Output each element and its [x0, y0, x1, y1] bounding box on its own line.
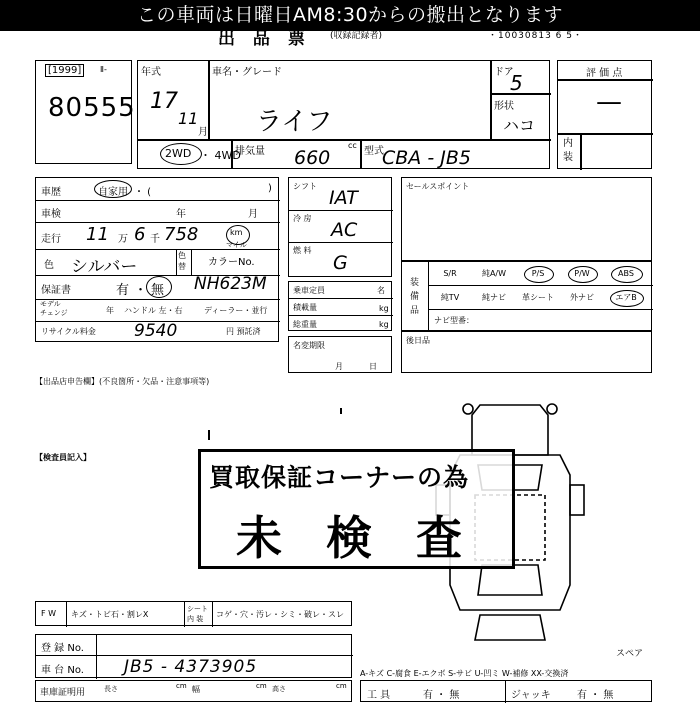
color-label: 色 — [44, 260, 54, 271]
model-change-year: 年 — [106, 306, 114, 315]
displacement-value: 660 — [294, 147, 331, 169]
model-month-value: 11 — [178, 109, 199, 128]
load-label: 積載量 — [293, 303, 317, 312]
history-close: ) — [268, 183, 272, 194]
equip-airbag: エアB — [615, 293, 637, 302]
drive-2wd: 2WD — [165, 147, 192, 160]
mileage-label: 走行 — [41, 234, 61, 245]
fw-seat-row — [35, 601, 352, 626]
car-front-outline — [472, 405, 548, 455]
mile-unit: マイル — [226, 241, 247, 249]
shape-label: 形状 — [494, 101, 514, 112]
car-name-value: ライフ — [256, 107, 333, 137]
tools-jack-row — [360, 680, 652, 702]
equip-ps: P/S — [531, 269, 545, 278]
garage-cert-label: 車庫証明用 — [40, 688, 86, 698]
history-label: 車歴 — [41, 187, 61, 198]
color-value: シルバー — [71, 257, 138, 277]
recycle-value: 9540 — [134, 321, 178, 341]
recycle-label: リサイクル料金 — [41, 327, 96, 336]
model-type-label: 型式 — [364, 146, 384, 157]
seller-notes-label: 【出品店申告欄】(不良箇所・欠品・注意事項等) — [35, 377, 210, 386]
vehicle-info-box — [137, 60, 550, 169]
navi-type-label: ナビ型番： — [434, 316, 474, 325]
fuel-label: 燃 料 — [293, 246, 312, 255]
name-change-month: 月 — [335, 362, 343, 371]
doors-value: 5 — [510, 71, 523, 95]
aftermarket-box — [401, 331, 652, 373]
mileage-sen-value: 6 — [134, 224, 146, 245]
inspection-month-unit: 月 — [248, 209, 258, 220]
car-right-mirror — [570, 485, 584, 515]
reg-no-label: 登 録 No. — [41, 643, 84, 654]
seat-text: コゲ・穴・汚レ・シミ・破レ・スレ — [216, 610, 344, 619]
gross-weight-label: 総重量 — [293, 320, 317, 329]
car-rear-outline — [475, 615, 545, 640]
model-year-value: 17 — [150, 89, 178, 114]
equip-pw: P/W — [574, 269, 590, 278]
ac-value: AC — [331, 219, 358, 241]
rating-box — [557, 60, 652, 169]
cert-height-unit: cm — [336, 682, 347, 690]
history-value: 自家用 — [98, 187, 128, 198]
doors-label: ドア — [494, 67, 514, 78]
jack-yes-no: 有 ・ 無 — [577, 690, 614, 701]
no-inspection-stamp — [198, 449, 515, 569]
vehicle-detail-table: 車歴 自家用 ・ ( ) 車検 年 月 走行 11 万 6 千 758 km マイル 色 シルバー 色 替 カラーNo. 保証書 有 ・ 無 NH623M モデル チェンジ 年 ハンドル 左・右 ディーラー・並行 リサイクル料金 9540 円 預託済 — [35, 177, 279, 342]
equip-pw-circle — [568, 266, 598, 283]
shape-value: ハコ — [503, 116, 536, 135]
drivetrain-box — [288, 177, 392, 277]
persons-unit: 名 — [377, 286, 385, 295]
capacity-label: 乗車定員 — [293, 286, 325, 295]
equip-tv: 純TV — [440, 293, 460, 302]
spare-label: スペア — [616, 649, 644, 659]
equip-leather: 革シート — [522, 293, 554, 302]
rating-label: 評 価 点 — [586, 68, 623, 79]
model-type-value: CBA - JB5 — [382, 147, 471, 169]
fw-text: キズ・トビ石・割レX — [71, 610, 149, 619]
cert-height-label: 高さ — [272, 685, 286, 693]
damage-legend: A-キズ C-腐食 E-エクボ S-サビ U-凹ミ W-補修 XX-交換済 — [360, 669, 569, 678]
history-rest: ・ ( — [134, 187, 152, 198]
handle-label: ハンドル 左・右 — [124, 306, 183, 315]
tag-suffix: Ⅱ- — [100, 65, 107, 74]
car-front-left-wheel — [463, 404, 473, 414]
color-no-label: カラーNo. — [208, 257, 255, 268]
interior-label: 内 装 — [563, 138, 573, 163]
seat-label: シート 内 装 — [187, 605, 208, 623]
name-change-day: 日 — [369, 362, 377, 371]
name-change-box — [288, 336, 392, 373]
capacity-box — [288, 281, 392, 331]
model-year-label: 年式 — [141, 67, 161, 78]
name-change-label: 名変期限 — [293, 341, 325, 350]
stamp-line1: 買取保証コーナーの為 — [209, 463, 470, 492]
warranty-yes: 有 — [116, 283, 130, 298]
km-unit: km — [230, 228, 243, 237]
cc-unit: cc — [348, 141, 357, 150]
inspection-year-unit: 年 — [176, 209, 186, 220]
sales-point-label: セールスポイント — [406, 182, 470, 191]
equip-alloy: 純A/W — [481, 269, 507, 278]
equip-navi: 純ナビ — [482, 293, 506, 302]
model-change-label: モデル チェンジ — [40, 300, 68, 317]
mileage-sen-unit: 千 — [150, 234, 160, 245]
cert-length-label: 長さ — [104, 685, 118, 693]
jack-label: ジャッキ — [511, 690, 551, 701]
tools-label: 工 具 — [367, 690, 391, 701]
shift-value: IAT — [329, 187, 358, 209]
warranty-no: 無 — [151, 283, 165, 298]
load-kg: kg — [379, 304, 389, 313]
equipment-label: 装 備 品 — [410, 278, 420, 316]
fw-label: F W — [41, 609, 57, 618]
fuel-value: G — [333, 252, 348, 274]
inspection-label: 車検 — [41, 209, 61, 220]
equip-abs: ABS — [618, 269, 634, 278]
sales-point-box — [401, 177, 652, 261]
displacement-label: 排気量 — [235, 146, 265, 157]
ac-label: 冷 房 — [293, 214, 312, 223]
equip-abs-circle — [611, 266, 643, 283]
drive-4wd: ・ 4WD — [200, 149, 241, 162]
registration-box — [35, 634, 352, 678]
mileage-man-value: 11 — [86, 224, 109, 245]
car-rear-window — [478, 565, 542, 595]
year-tag: [1999] — [45, 64, 84, 77]
color-change-label: 色 替 — [178, 251, 186, 271]
stamp-line2: 未 検 査 — [236, 511, 477, 565]
shift-label: シフト — [293, 182, 317, 191]
chassis-no-label: 車 台 No. — [41, 665, 84, 676]
doc-number: ・10030813 6 5・ — [488, 31, 583, 41]
mileage-rest-value: 758 — [164, 224, 199, 245]
tools-yes-no: 有 ・ 無 — [423, 690, 460, 701]
equip-ps-circle — [524, 266, 554, 283]
inspector-notes-label: 【検査員記入】 — [35, 453, 91, 462]
dealer-label: ディーラー・並行 — [204, 306, 268, 315]
warranty-label: 保証書 — [41, 285, 71, 296]
chassis-no-value: JB5 - 4373905 — [124, 657, 258, 677]
equip-sr: S/R — [443, 269, 457, 278]
form-title: 出 品 票 — [218, 29, 311, 49]
color-no-value: NH623M — [194, 274, 267, 294]
form-title-suffix: (収録記録者) — [330, 31, 383, 41]
cert-width-label: 幅 — [192, 685, 200, 694]
pickup-notice-banner: この車両は日曜日AM8:30からの搬出となります — [0, 0, 700, 31]
cert-width-unit: cm — [256, 682, 267, 690]
car-name-label: 車名・グレード — [212, 67, 282, 78]
car-front-right-wheel — [547, 404, 557, 414]
mileage-man-unit: 万 — [118, 234, 128, 245]
garage-cert-row — [35, 680, 352, 702]
lot-number: 80555 — [48, 93, 136, 123]
aftermarket-label: 後日品 — [406, 336, 430, 345]
month-unit: 月 — [198, 127, 208, 138]
recycle-unit: 円 預託済 — [226, 327, 261, 336]
gross-kg: kg — [379, 320, 389, 329]
lot-box — [35, 60, 136, 164]
cert-length-unit: cm — [176, 682, 187, 690]
equip-ext-navi: 外ナビ — [570, 293, 594, 302]
rating-value: — — [596, 87, 622, 117]
equip-airbag-circle — [610, 290, 644, 307]
